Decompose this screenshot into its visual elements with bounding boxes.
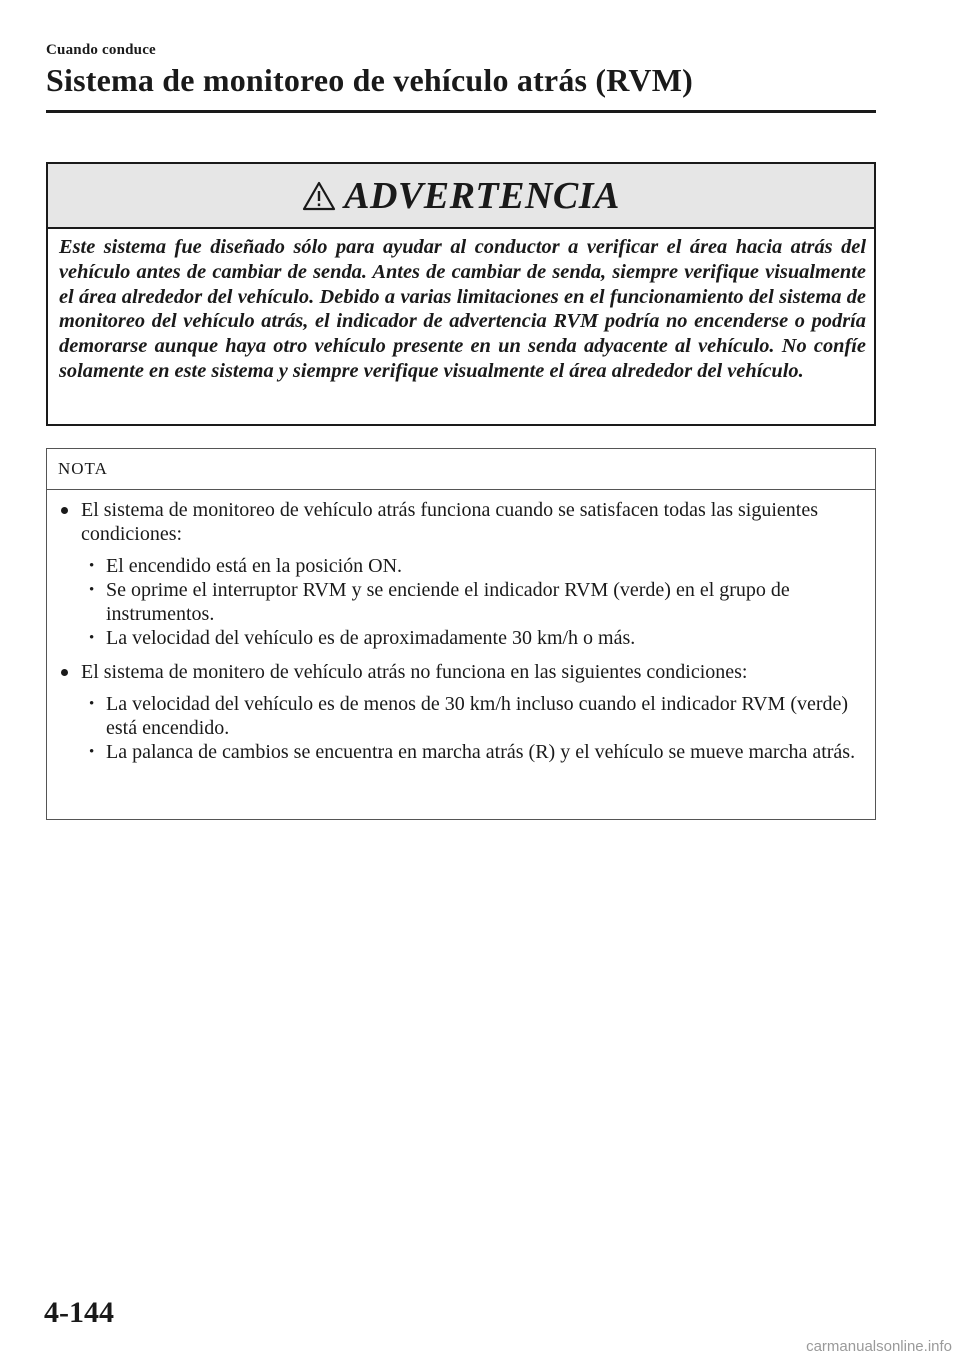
warning-title: ADVERTENCIA (344, 174, 620, 217)
note-bullet-text: El sistema de monitero de vehículo atrás no funciona en las siguientes condiciones: (81, 661, 748, 683)
sub-bullet-icon: • (89, 744, 95, 760)
warning-header (48, 164, 874, 229)
sub-bullet-icon: • (89, 696, 95, 712)
sub-list-item-text: La velocidad del vehículo es de menos de 30 km/h incluso cuando el indicador RVM (verde) está encendido. (106, 693, 849, 739)
note-title: NOTA (47, 449, 875, 490)
sub-bullet-icon: • (89, 582, 95, 598)
sub-bullet-icon: • (89, 558, 95, 574)
sub-list-item (81, 626, 865, 650)
sub-list-item (81, 692, 865, 740)
title-rule (46, 110, 876, 113)
watermark: carmanualsonline.info (806, 1338, 952, 1355)
sub-list-item-text: El encendido está en la posición ON. (106, 555, 403, 577)
section-label: Cuando conduce (46, 42, 156, 58)
sub-list (81, 554, 865, 650)
bullet-dot-icon (61, 669, 68, 676)
note-bullet-text: El sistema de monitoreo de vehículo atrás funciona cuando se satisfacen todas las siguientes condiciones: (81, 499, 819, 545)
note-box (46, 448, 876, 820)
note-bullet (61, 498, 865, 650)
page-title: Sistema de monitoreo de vehículo atrás (RVM) (46, 62, 693, 98)
page-number: 4-144 (44, 1296, 114, 1329)
warning-triangle-icon (302, 181, 336, 211)
sub-list-item-text: Se oprime el interruptor RVM y se enciende el indicador RVM (verde) en el grupo de instrumentos. (106, 579, 790, 625)
sub-list-item-text: La palanca de cambios se encuentra en marcha atrás (R) y el vehículo se mueve marcha atrás. (106, 741, 856, 763)
sub-list-item (81, 554, 865, 578)
warning-box (46, 162, 876, 426)
sub-list-item-text: La velocidad del vehículo es de aproximadamente 30 km/h o más. (106, 627, 636, 649)
sub-list-item (81, 578, 865, 626)
note-body (47, 490, 875, 764)
sub-bullet-icon: • (89, 630, 95, 646)
bullet-dot-icon (61, 507, 68, 514)
note-bullet (61, 660, 865, 764)
warning-text: Este sistema fue diseñado sólo para ayudar al conductor a verificar el área hacia atrás del vehículo antes de cambiar de senda. Antes de cambiar de senda, siempre verifique visualmente el área alrededor del vehículo. Debido a varias limitaciones en el funcionamiento del sistema de monitoreo del vehículo atrás, el indicador de advertencia RVM podría no encenderse o podría demorarse aunque haya otro vehículo presente en un senda adyacente al vehículo. No confíe solamente en este sistema y siempre verifique visualmente el área alrededor del vehículo. (59, 236, 866, 382)
sub-list-item (81, 740, 865, 764)
sub-list (81, 692, 865, 764)
